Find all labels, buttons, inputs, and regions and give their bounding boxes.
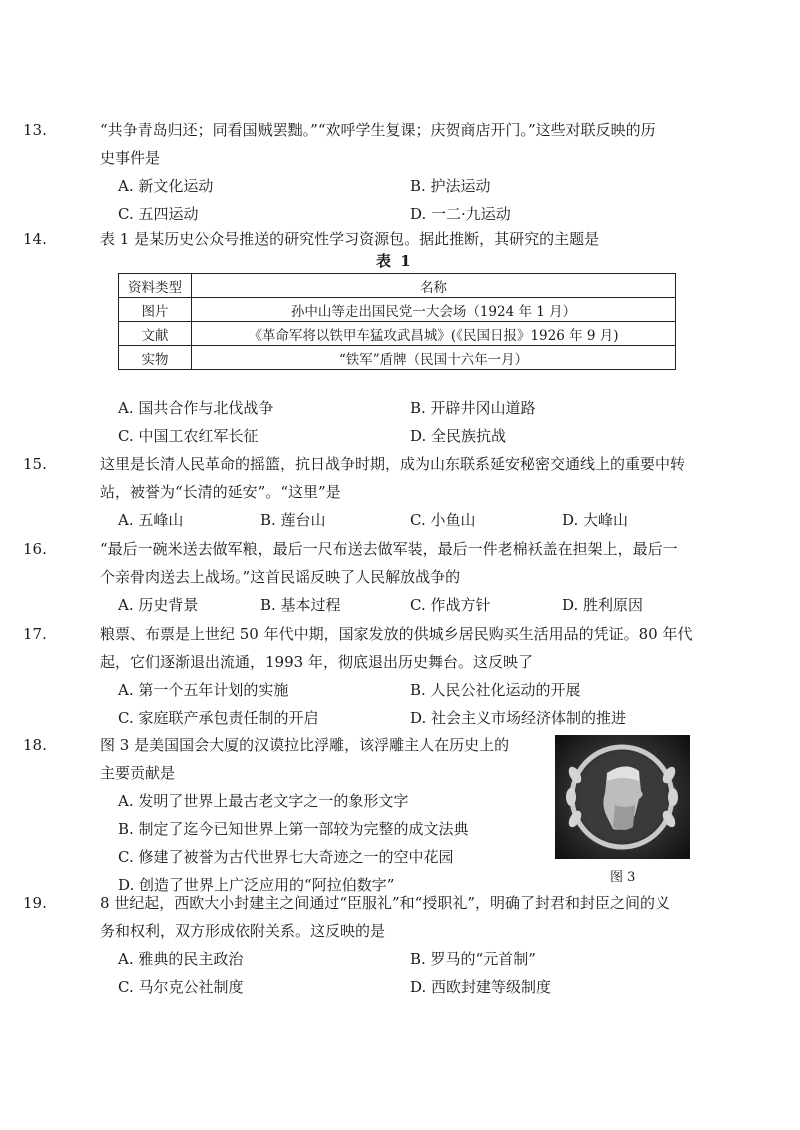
question-16-line-2: 个亲骨肉送去上战场。”这首民谣反映了人民解放战争的 (100, 568, 461, 586)
question-15-line-1: 15. 这里是长清人民革命的摇篮，抗日战争时期，成为山东联系延安秘密交通线上的重要中转 (100, 450, 710, 478)
question-19-line-2: 务和权利，双方形成依附关系。这反映的是 (100, 922, 386, 940)
table-cell: “铁军”盾牌（民国十六年一月） (192, 346, 676, 370)
figure-caption: 图 3 (610, 870, 636, 885)
question-number: 18. (23, 736, 47, 754)
table-header-cell: 资料类型 (119, 274, 192, 298)
question-13-line-1: 13. “共争青岛归还；同看国贼罢黜。”“欢呼学生复课；庆贺商店开门。”这些对联反映的历 (100, 116, 710, 144)
option-b: B. 制定了迄今已知世界上第一部较为完整的成文法典 (118, 820, 469, 838)
option-d: D. 一二·九运动 (410, 205, 511, 223)
question-number: 14. (23, 230, 47, 248)
option-d: D. 全民族抗战 (410, 427, 507, 445)
question-19-line-1: 19. 8 世纪起，西欧大小封建主之间通过“臣服礼”和“授职礼”，明确了封君和封臣之间的义 (100, 889, 710, 917)
question-14-line-1: 14. 表 1 是某历史公众号推送的研究性学习资源包。据此推断，其研究的主题是 (100, 225, 710, 253)
option-a: A. 历史背景 (118, 596, 199, 614)
option-d: D. 西欧封建等级制度 (410, 978, 552, 996)
question-16-line-1: 16. “最后一碗米送去做军粮，最后一尺布送去做军装，最后一件老棉袄盖在担架上，最后一 (100, 535, 710, 563)
option-d: D. 社会主义市场经济体制的推进 (410, 709, 627, 727)
question-number: 19. (23, 894, 47, 912)
table-cell: 图片 (119, 298, 192, 322)
question-19 (23, 889, 710, 1001)
question-number: 16. (23, 540, 47, 558)
question-13-line-2: 史事件是 (100, 149, 161, 167)
option-b: B. 莲台山 (260, 511, 326, 529)
table-row (119, 346, 676, 370)
table-cell: 孙中山等走出国民党一大会场（1924 年 1 月） (192, 298, 676, 322)
option-c: C. 修建了被誉为古代世界七大奇迹之一的空中花园 (118, 848, 454, 866)
table-cell: 《革命军将以铁甲车猛攻武昌城》(《民国日报》1926 年 9 月) (192, 322, 676, 346)
option-b: B. 人民公社化运动的开展 (410, 681, 581, 699)
question-number: 13. (23, 121, 47, 139)
option-a: A. 五峰山 (118, 511, 184, 529)
table-caption: 表 1 (376, 252, 413, 270)
option-a: A. 国共合作与北伐战争 (118, 399, 274, 417)
question-18-line-1: 18. 图 3 是美国国会大厦的汉谟拉比浮雕，该浮雕主人在历史上的 (100, 731, 540, 759)
option-a: A. 第一个五年计划的实施 (118, 681, 289, 699)
table-header-row (119, 274, 676, 298)
table-header-cell: 名称 (192, 274, 676, 298)
question-number: 15. (23, 455, 47, 473)
option-b: B. 开辟井冈山道路 (410, 399, 536, 417)
option-b: B. 基本过程 (260, 596, 341, 614)
table-cell: 文献 (119, 322, 192, 346)
option-b: B. 罗马的“元首制” (410, 950, 536, 968)
question-13 (23, 116, 710, 228)
option-c: C. 马尔克公社制度 (118, 978, 244, 996)
question-18-line-2: 主要贡献是 (100, 764, 176, 782)
resource-table (118, 273, 676, 370)
option-c: C. 五四运动 (118, 205, 199, 223)
table-cell: 实物 (119, 346, 192, 370)
option-a: A. 新文化运动 (118, 177, 214, 195)
option-d: D. 创造了世界上广泛应用的“阿拉伯数字” (118, 876, 395, 894)
option-c: C. 家庭联产承包责任制的开启 (118, 709, 319, 727)
option-b: B. 护法运动 (410, 177, 491, 195)
question-17-line-1: 17. 粮票、布票是上世纪 50 年代中期，国家发放的供城乡居民购买生活用品的凭证。80 年代 (100, 620, 710, 648)
table-row (119, 322, 676, 346)
option-c: C. 小鱼山 (410, 511, 476, 529)
option-d: D. 大峰山 (562, 511, 629, 529)
option-c: C. 中国工农红军长征 (118, 427, 259, 445)
question-17-line-2: 起，它们逐渐退出流通，1993 年，彻底退出历史舞台。这反映了 (100, 653, 533, 671)
question-number: 17. (23, 625, 47, 643)
question-14 (23, 225, 710, 253)
option-a: A. 发明了世界上最古老文字之一的象形文字 (118, 792, 409, 810)
question-16 (23, 535, 710, 619)
question-15 (23, 450, 710, 534)
question-14-options (100, 394, 710, 450)
option-c: C. 作战方针 (410, 596, 491, 614)
question-18 (23, 731, 540, 899)
table-row (119, 298, 676, 322)
question-15-line-2: 站，被誉为“长清的延安”。“这里”是 (100, 483, 341, 501)
option-a: A. 雅典的民主政治 (118, 950, 244, 968)
hammurabi-relief-image (555, 735, 690, 859)
option-d: D. 胜利原因 (562, 596, 644, 614)
question-17 (23, 620, 710, 732)
